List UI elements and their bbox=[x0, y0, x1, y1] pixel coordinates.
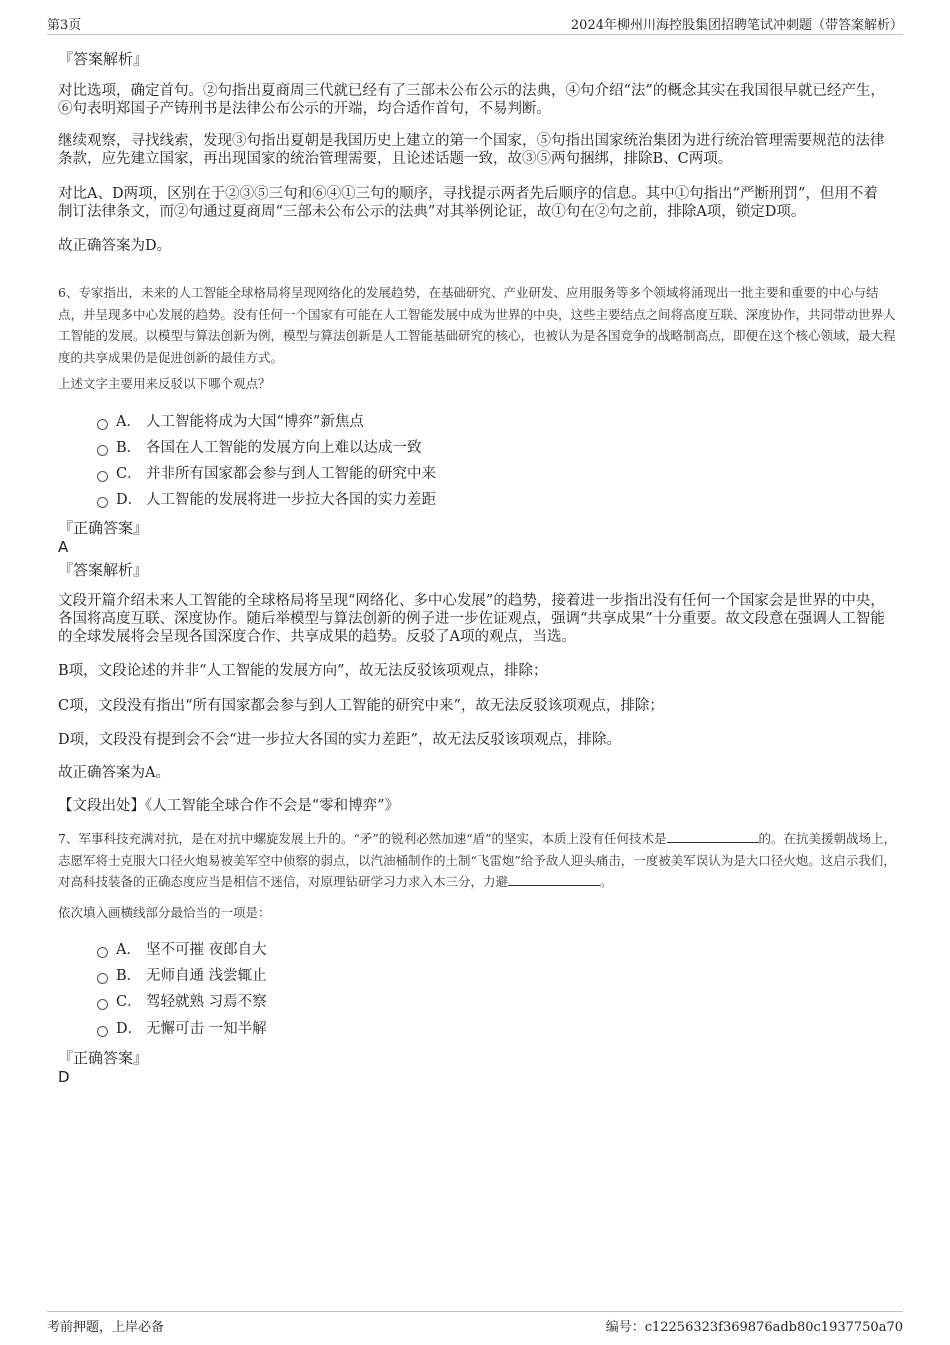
analysis-conclusion: 故正确答案为D。 bbox=[58, 238, 172, 254]
page-number: 第3页 bbox=[47, 18, 82, 33]
document-code: 编号：c12256323f369876adb80c1937750a70 bbox=[605, 1320, 903, 1335]
question-stem: 7、军事科技充满对抗，是在对抗中螺旋发展上升的。“矛”的锐利必然加速“盾”的坚实，本质上没有任何技术是 的。在抗美援朝战场上，志愿军将士克服大口径火炮易被美军空中侦察的弱点，以汽油桶制作的土制“飞雷炮”给予敌人迎头痛击，一度被美军误认为是大口径火炮。这启示我们，对高科技装备的正确态度应当是相信不迷信，对原理钻研学习力求入木三分，力避 。 bbox=[58, 831, 897, 889]
option-a[interactable]: A． 人工智能将成为大国“博弈”新焦点 bbox=[97, 412, 364, 432]
correct-answer-label: 『正确答案』 bbox=[58, 1049, 149, 1067]
question-prompt: 上述文字主要用来反驳以下哪个观点？ bbox=[58, 376, 271, 391]
analysis-label: 『答案解析』 bbox=[58, 561, 149, 579]
analysis-paragraph: C项，文段没有指出“所有国家都会参与到人工智能的研究中来”，故无法反驳该项观点，排除； bbox=[58, 698, 664, 714]
document-title: 2024年柳州川海控股集团招聘笔试冲刺题（带答案解析） bbox=[570, 18, 903, 33]
fill-blank bbox=[508, 872, 600, 886]
radio-button-icon[interactable] bbox=[97, 471, 108, 482]
radio-button-icon[interactable] bbox=[97, 999, 108, 1010]
option-c[interactable]: C． 并非所有国家都会参与到人工智能的研究中来 bbox=[97, 464, 436, 484]
analysis-conclusion: 故正确答案为A。 bbox=[58, 765, 170, 781]
page-header bbox=[47, 14, 903, 35]
page-footer bbox=[47, 1311, 903, 1334]
radio-button-icon[interactable] bbox=[97, 497, 108, 508]
correct-answer: A bbox=[58, 538, 69, 556]
radio-button-icon[interactable] bbox=[97, 947, 108, 958]
radio-button-icon[interactable] bbox=[97, 973, 108, 984]
option-b[interactable]: B． 各国在人工智能的发展方向上难以达成一致 bbox=[97, 438, 422, 458]
correct-answer: D bbox=[58, 1068, 70, 1086]
footer-slogan: 考前押题，上岸必备 bbox=[47, 1320, 165, 1335]
option-b[interactable]: B． 无师自通 浅尝辄止 bbox=[97, 966, 267, 986]
radio-button-icon[interactable] bbox=[97, 419, 108, 430]
source-citation: 【文段出处】《人工智能全球合作不会是“零和博弈”》 bbox=[58, 798, 400, 814]
question-stem: 6、专家指出，未来的人工智能全球格局将呈现网络化的发展趋势，在基础研究、产业研发、应用服务等多个领域将涌现出一批主要和重要的中心与结点，并呈现多中心发展的趋势。没有任何一个国家有可能在人工智能发展中成为世界的中央，这些主要结点之间将高度互联、深度协作，共同带动世界人工智能的发展。以模型与算法创新为例，模型与算法创新是人工智能基础研究的核心，也被认为是各国竞争的战略制高点，即便在这个核心领域，最大程度的共享成果仍是促进创新的最佳方式。 bbox=[58, 285, 896, 365]
option-d[interactable]: D． 人工智能的发展将进一步拉大各国的实力差距 bbox=[97, 490, 436, 510]
option-d[interactable]: D． 无懈可击 一知半解 bbox=[97, 1019, 267, 1039]
option-a[interactable]: A． 坚不可摧 夜郎自大 bbox=[97, 940, 267, 960]
analysis-paragraph: 对比选项，确定首句。②句指出夏商周三代就已经有了三部未公布公示的法典，④句介绍“法”的概念其实在我国很早就已经产生，⑥句表明郑国子产铸刑书是法律公布公示的开端，均合适作首句，不易判断。 bbox=[58, 83, 885, 117]
analysis-label: 『答案解析』 bbox=[58, 50, 149, 68]
radio-button-icon[interactable] bbox=[97, 1026, 108, 1037]
analysis-paragraph: B项，文段论述的并非“人工智能的发展方向”，故无法反驳该项观点，排除； bbox=[58, 663, 548, 679]
analysis-paragraph: 对比A、D两项，区别在于②③⑤三句和⑥④①三句的顺序，寻找提示两者先后顺序的信息。其中①句指出“严断刑罚”，但用不着制订法律条文，而②句通过夏商周“三部未公布公示的法典”对其举例论证，故①句在②句之前，排除A项，锁定D项。 bbox=[58, 186, 878, 220]
option-c[interactable]: C． 驾轻就熟 习焉不察 bbox=[97, 992, 267, 1012]
analysis-paragraph: D项，文段没有提到会不会“进一步拉大各国的实力差距”，故无法反驳该项观点，排除。 bbox=[58, 732, 621, 748]
correct-answer-label: 『正确答案』 bbox=[58, 519, 149, 537]
analysis-paragraph: 继续观察，寻找线索，发现③句指出夏朝是我国历史上建立的第一个国家，⑤句指出国家统治集团为进行统治管理需要规范的法律条款，应先建立国家，再出现国家的统治管理需要，且论述话题一致，故③⑤两句捆绑，排除B、C两项。 bbox=[58, 133, 885, 167]
fill-blank bbox=[667, 829, 759, 843]
question-prompt: 依次填入画横线部分最恰当的一项是： bbox=[58, 905, 271, 920]
radio-button-icon[interactable] bbox=[97, 445, 108, 456]
analysis-paragraph: 文段开篇介绍未来人工智能的全球格局将呈现“网络化、多中心发展”的趋势，接着进一步指出没有任何一个国家会是世界的中央，各国将高度互联、深度协作。随后举模型与算法创新的例子进一步佐证观点，强调“共享成果”十分重要。故文段意在强调人工智能的全球发展将会呈现各国深度合作、共享成果的趋势。反驳了A项的观点，当选。 bbox=[58, 593, 885, 645]
